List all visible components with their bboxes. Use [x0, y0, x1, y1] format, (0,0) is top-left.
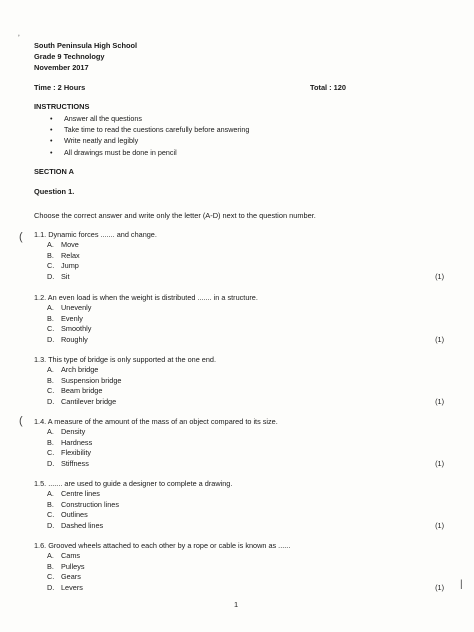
question-block	[34, 478, 444, 531]
option-text: Suspension bridge	[61, 375, 122, 385]
question-mark-value: (1)	[435, 583, 444, 592]
option-letter: A.	[47, 303, 54, 312]
option-text: Dashed lines	[61, 520, 104, 530]
bullet-icon: •	[50, 125, 53, 135]
option-letter: D.	[47, 458, 55, 468]
question-mark-value: (1)	[435, 272, 444, 281]
option-row	[34, 386, 444, 397]
option-text: Outlines	[61, 510, 88, 520]
option-letter: B.	[47, 437, 54, 447]
instructions-title: INSTRUCTIONS	[34, 102, 90, 111]
option-row	[34, 272, 444, 283]
option-row	[34, 240, 444, 251]
option-text: Jump	[61, 261, 79, 271]
option-row	[34, 365, 444, 376]
option-row	[34, 376, 444, 387]
option-letter: B.	[47, 561, 54, 571]
bullet-icon: •	[50, 147, 53, 157]
option-row	[34, 562, 444, 573]
option-text: Hardness	[61, 437, 93, 447]
option-text: Beam bridge	[61, 386, 103, 396]
question-mark-value: (1)	[435, 397, 444, 406]
instruction-text: Write neatly and legibly	[64, 136, 139, 146]
option-letter: A.	[47, 365, 54, 374]
option-letter: C.	[47, 510, 55, 520]
option-text: Smoothly	[61, 324, 92, 334]
option-letter: A.	[47, 551, 54, 560]
school-name: South Peninsula High School	[34, 41, 138, 50]
question-mark-value: (1)	[435, 335, 444, 344]
bullet-icon: •	[50, 136, 53, 146]
option-letter: A.	[47, 240, 54, 249]
option-text: Unevenly	[61, 303, 92, 312]
grade-label: Grade 9 Technology	[34, 52, 105, 61]
option-letter: B.	[47, 499, 54, 509]
exam-date: November 2017	[34, 63, 89, 72]
margin-bracket-mark: (	[19, 415, 23, 427]
option-row	[34, 489, 444, 500]
margin-tick-mark: ʼ	[18, 34, 20, 43]
instruction-text: Answer all the questions	[64, 114, 142, 123]
option-letter: B.	[47, 375, 54, 385]
option-row	[34, 324, 444, 335]
question-instruction: Choose the correct answer and write only the letter (A-D) next to the question number.	[34, 211, 316, 220]
option-row	[34, 335, 444, 346]
instruction-item	[50, 147, 249, 158]
option-letter: D.	[47, 334, 55, 344]
option-text: Construction lines	[61, 499, 119, 509]
option-row	[34, 583, 444, 594]
option-row	[34, 459, 444, 470]
option-text: Pulleys	[61, 561, 85, 571]
question-block	[34, 540, 444, 593]
option-row	[34, 551, 444, 562]
bullet-icon: •	[50, 114, 53, 123]
option-text: Sit	[61, 271, 70, 281]
instructions-list	[50, 113, 249, 158]
instruction-item	[50, 135, 249, 146]
option-text: Roughly	[61, 334, 88, 344]
question-stem: 1.6. Grooved wheels attached to each other by a rope or cable is known as ......	[34, 541, 291, 550]
question-stem: 1.5. ....... are used to guide a designer to complete a drawing.	[34, 479, 233, 488]
option-letter: A.	[47, 427, 54, 436]
option-row	[34, 261, 444, 272]
option-letter: C.	[47, 448, 55, 458]
option-letter: C.	[47, 261, 55, 271]
question-block	[34, 229, 444, 282]
total-marks: Total : 120	[310, 83, 347, 92]
option-letter: D.	[47, 582, 55, 592]
option-letter: C.	[47, 572, 55, 582]
option-letter: C.	[47, 386, 55, 396]
instruction-item	[50, 124, 249, 135]
instruction-text: Take time to read the cuestions carefully before answering	[64, 125, 250, 135]
time-allowed: Time : 2 Hours	[34, 83, 86, 92]
option-text: Stiffness	[61, 458, 89, 468]
option-letter: B.	[47, 313, 54, 323]
question-block	[34, 292, 444, 345]
option-row	[34, 448, 444, 459]
section-title: SECTION A	[34, 167, 74, 176]
option-row	[34, 314, 444, 325]
instruction-item	[50, 113, 249, 124]
question-stem: 1.2. An even load is when the weight is distributed ....... in a structure.	[34, 293, 258, 302]
option-row	[34, 397, 444, 408]
option-letter: D.	[47, 271, 55, 281]
option-letter: D.	[47, 396, 55, 406]
question-block	[34, 354, 444, 407]
option-row	[34, 427, 444, 438]
option-text: Density	[61, 427, 86, 436]
option-text: Relax	[61, 250, 80, 260]
option-row	[34, 438, 444, 449]
option-letter: A.	[47, 489, 54, 498]
option-letter: D.	[47, 520, 55, 530]
question-stem: 1.4. A measure of the amount of the mass of an object compared to its size.	[34, 417, 278, 426]
option-row	[34, 521, 444, 532]
option-text: Flexibility	[61, 448, 92, 458]
question-mark-value: (1)	[435, 459, 444, 468]
option-text: Evenly	[61, 313, 83, 323]
option-row	[34, 572, 444, 583]
question-stem: 1.3. This type of bridge is only supported at the one end.	[34, 355, 217, 364]
option-row	[34, 510, 444, 521]
question-mark-value: (1)	[435, 521, 444, 530]
option-text: Gears	[61, 572, 81, 582]
question-block	[34, 416, 444, 469]
margin-bracket-mark: (	[19, 231, 23, 243]
option-row	[34, 251, 444, 262]
option-text: Cams	[61, 551, 81, 560]
margin-tick-mark: |	[460, 579, 463, 590]
option-text: Centre lines	[61, 489, 100, 498]
option-row	[34, 303, 444, 314]
option-text: Move	[61, 240, 79, 249]
option-letter: B.	[47, 250, 54, 260]
option-text: Levers	[61, 582, 83, 592]
question-title: Question 1.	[34, 187, 75, 196]
option-row	[34, 500, 444, 511]
question-stem: 1.1. Dynamic forces ....... and change.	[34, 230, 157, 239]
instruction-text: All drawings must be done in pencil	[64, 147, 177, 157]
page-number: 1	[234, 600, 239, 609]
option-text: Cantilever bridge	[61, 396, 117, 406]
option-letter: C.	[47, 324, 55, 334]
option-text: Arch bridge	[61, 365, 99, 374]
